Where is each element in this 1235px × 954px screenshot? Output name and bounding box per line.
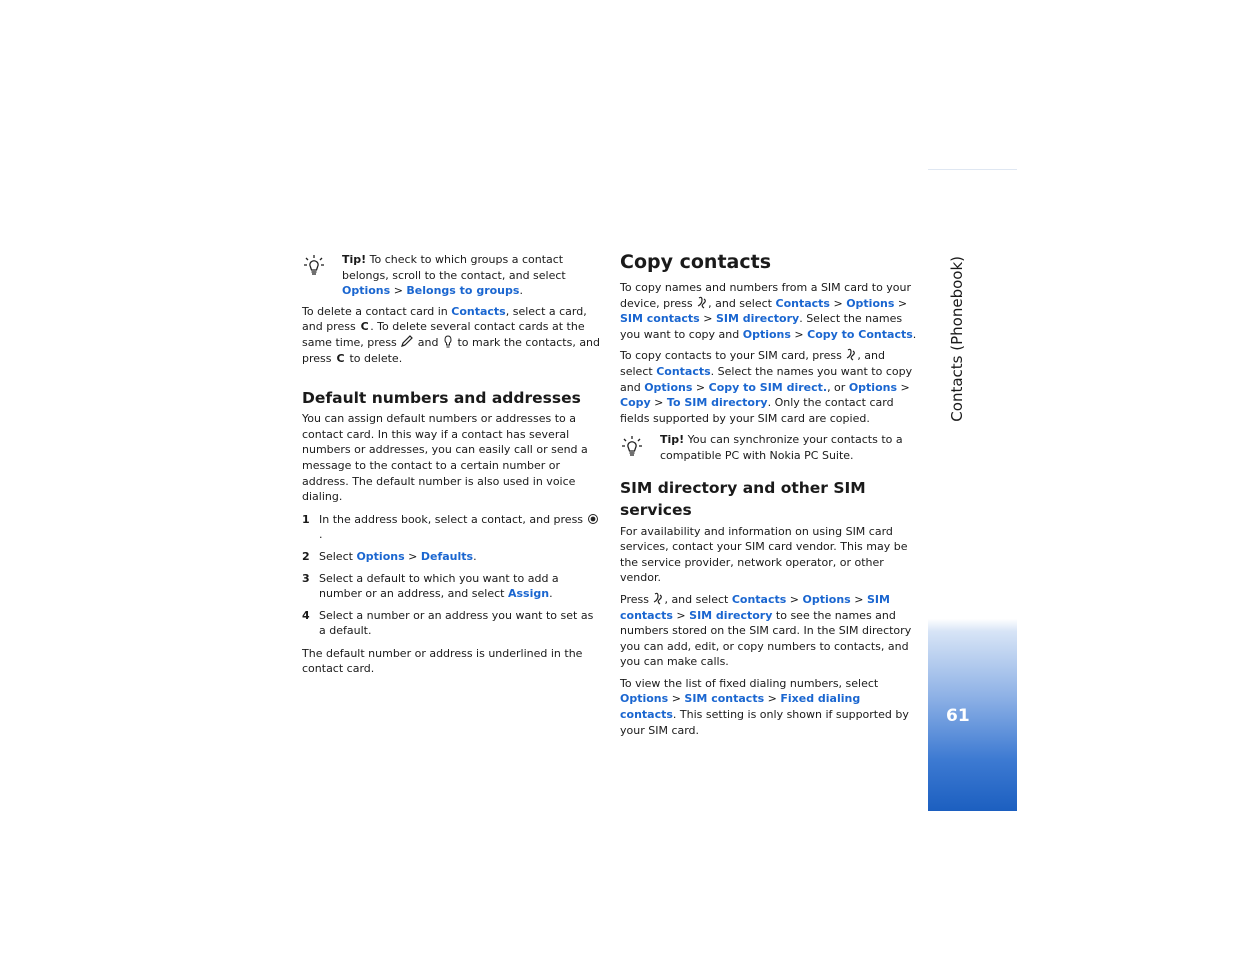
- tip-label: Tip!: [660, 433, 685, 447]
- link-belongs-to-groups: Belongs to groups: [406, 284, 520, 298]
- link-copy-to-contacts: Copy to Contacts: [807, 327, 913, 341]
- step-item: 1 In the address book, select a contact, and press .: [302, 512, 602, 543]
- step-item: 3 Select a default to which you want to add a number or an address, and select Assign.: [302, 571, 559, 601]
- link-fixed-dialing-contacts: Fixed dialing contacts: [620, 692, 861, 722]
- link-sim-contacts: SIM contacts: [684, 692, 765, 706]
- tip-paragraph: Tip! To check to which groups a contact belongs, scroll to the contact, and select Options > Belongs to groups.: [342, 253, 566, 298]
- link-options: Options: [848, 380, 898, 394]
- edit-pencil-icon: [400, 335, 414, 348]
- step-item: 2 Select Options > Defaults.: [302, 549, 477, 563]
- clear-key-icon: C: [336, 351, 345, 365]
- link-contacts: Contacts: [731, 592, 787, 606]
- link-options: Options: [802, 592, 851, 606]
- link-copy-to-sim-direct: Copy to SIM direct.: [708, 380, 828, 394]
- page-number: 61: [946, 706, 970, 726]
- link-sim-directory: SIM directory: [715, 312, 800, 326]
- delete-paragraph: To delete a contact card in Contacts, select a card, and press C. To delete several contact cards at the same time, press and to mark the contacts, and press C to delete.: [302, 304, 601, 365]
- link-options: Options: [742, 327, 791, 341]
- link-to-sim-directory: To SIM directory: [666, 396, 768, 410]
- link-options: Options: [620, 692, 669, 706]
- link-contacts: Contacts: [451, 304, 506, 318]
- link-options: Options: [644, 380, 693, 394]
- copy-to-sim-paragraph: To copy contacts to your SIM card, press , and select Contacts. Select the names you want to copy and Options > Copy to SIM direct., or Options > Copy > To SIM directory. Only the contact card fields supported by your SIM card are copied.: [620, 349, 913, 425]
- default-steps: [302, 512, 602, 639]
- step-item: 4 Select a number or an address you want to set as a default.: [302, 608, 594, 638]
- select-key-icon: [587, 513, 599, 525]
- sim-directory-heading: SIM directory and other SIM services: [620, 478, 866, 519]
- link-sim-contacts: SIM contacts: [620, 592, 890, 622]
- link-options: Options: [846, 296, 895, 310]
- tip-lightbulb-icon: [621, 435, 643, 459]
- copy-contacts-title: Copy contacts: [620, 251, 771, 273]
- link-assign: Assign: [507, 587, 550, 601]
- link-options: Options: [342, 284, 391, 298]
- chapter-sidebar: [928, 169, 1017, 811]
- underline-note: The default number or address is underlined in the contact card.: [302, 646, 583, 676]
- sim-availability-paragraph: For availability and information on using SIM card services, contact your SIM card vendor. This may be the service provider, network operator, or other vendor.: [620, 524, 908, 585]
- sim-directory-paragraph: Press , and select Contacts > Options > SIM contacts > SIM directory to see the names and numbers stored on the SIM card. In the SIM directory you can add, edit, or copy numbers to contacts, and you can make calls.: [620, 592, 912, 669]
- default-numbers-heading: Default numbers and addresses: [302, 389, 581, 408]
- link-sim-contacts: SIM contacts: [620, 312, 700, 326]
- link-contacts: Contacts: [775, 296, 830, 310]
- clear-key-icon: C: [360, 320, 369, 334]
- tip-label: Tip!: [342, 253, 367, 266]
- menu-key-icon: [696, 296, 708, 309]
- fixed-dialing-paragraph: To view the list of fixed dialing numbers, select Options > SIM contacts > Fixed dialing contacts. This setting is only shown if supported by your SIM card.: [620, 676, 909, 737]
- copy-from-sim-paragraph: To copy names and numbers from a SIM card to your device, press , and select Contacts > Options > SIM contacts > SIM directory. Select the names you want to copy and Options > Copy to Contacts.: [620, 281, 917, 341]
- link-sim-directory: SIM directory: [689, 608, 773, 622]
- default-intro: You can assign default numbers or addresses to a contact card. In this way if a contact has several numbers or addresses, you can easily call or send a message to the contact to a certain number or address. The default number is also used in voice dialing.: [302, 412, 588, 504]
- chapter-title: Contacts (Phonebook): [948, 256, 966, 422]
- menu-key-icon: [845, 348, 857, 361]
- link-copy: Copy: [620, 396, 651, 410]
- scroll-key-icon: [442, 335, 454, 348]
- link-defaults: Defaults: [420, 549, 474, 563]
- link-options: Options: [356, 549, 405, 563]
- left-column: [302, 252, 602, 677]
- link-contacts: Contacts: [656, 364, 711, 378]
- sync-tip-paragraph: Tip! You can synchronize your contacts to a compatible PC with Nokia PC Suite.: [660, 433, 903, 462]
- right-column: [620, 280, 920, 738]
- menu-key-icon: [652, 592, 664, 605]
